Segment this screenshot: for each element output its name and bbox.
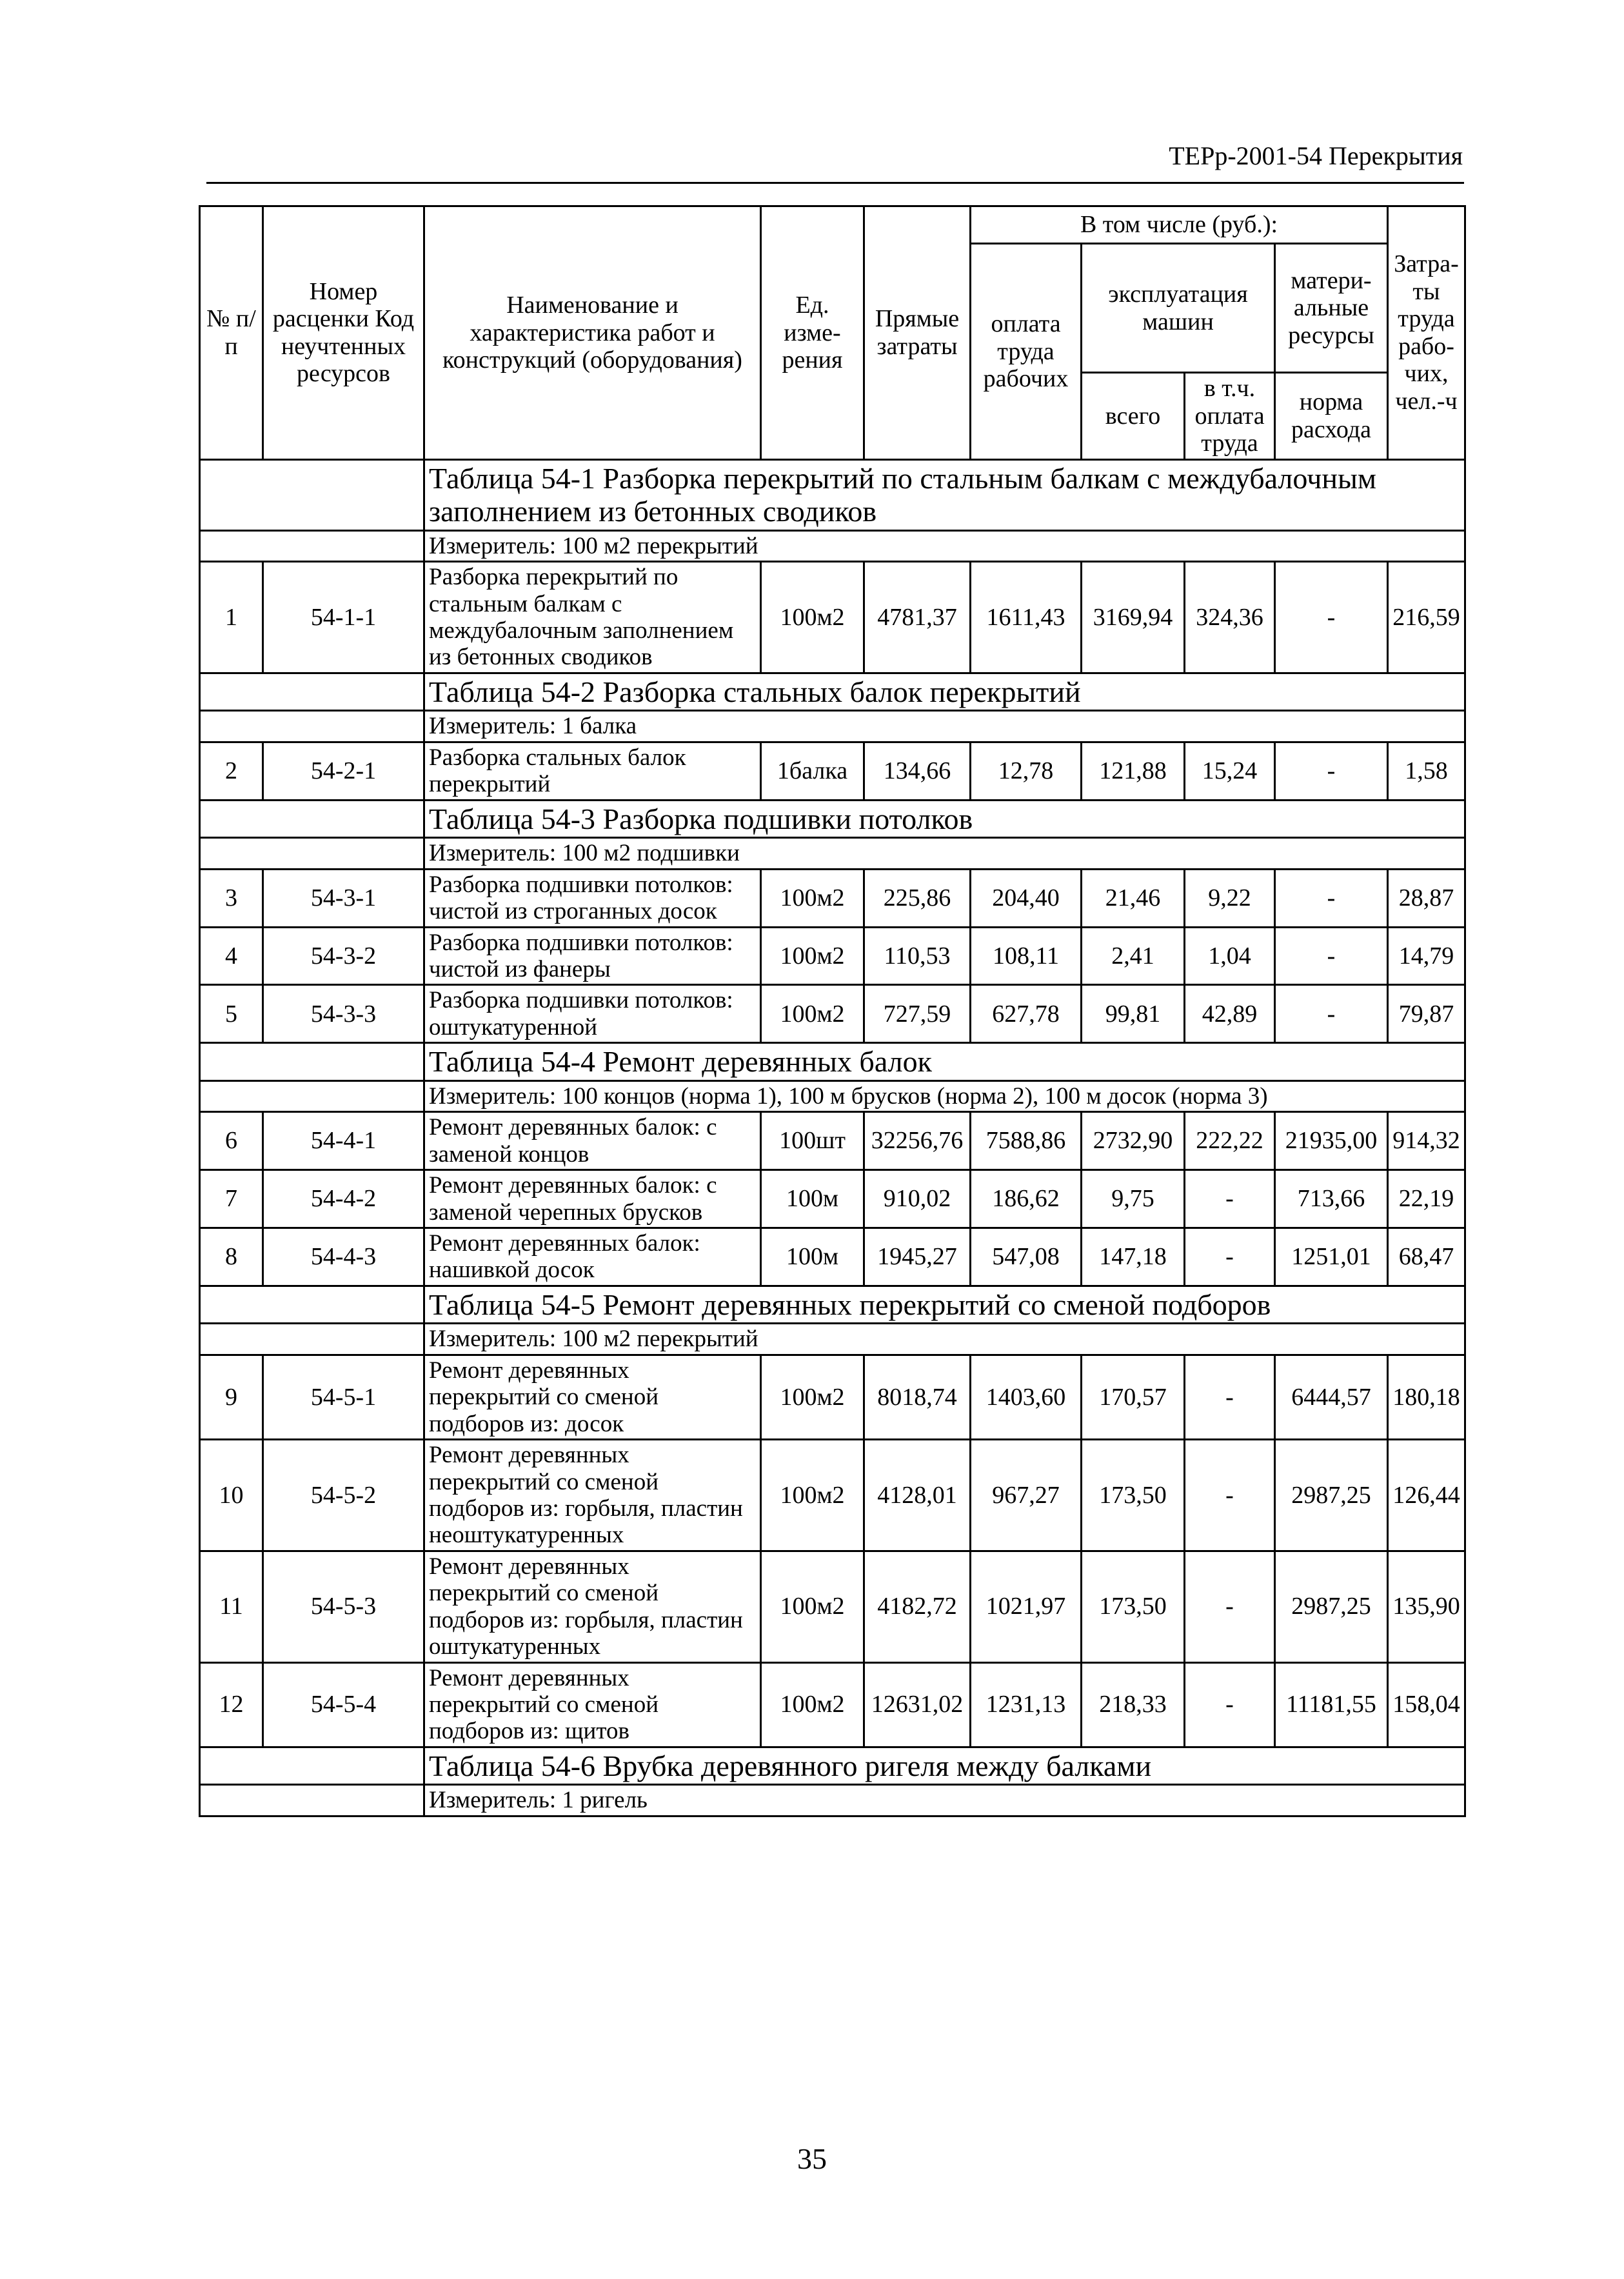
- table-row: [200, 1355, 1465, 1439]
- unit-cell: 100м2: [761, 869, 864, 927]
- rate-code-cell: 54-3-2: [263, 927, 424, 985]
- rate-code-cell: 54-4-1: [263, 1112, 424, 1170]
- row-number-cell: 7: [200, 1170, 263, 1228]
- section-title: Таблица 54-3 Разборка подшивки потолков: [424, 800, 1465, 838]
- running-head: ТЕРр-2001-54 Перекрытия: [1169, 141, 1463, 170]
- rate-code-cell: 54-5-2: [263, 1440, 424, 1551]
- labor-hours-cell: 126,44: [1388, 1440, 1465, 1551]
- direct-costs-cell: 1945,27: [864, 1228, 971, 1286]
- materials-cell: 1251,01: [1275, 1228, 1388, 1286]
- col-header-machines-pay: в т.ч. оплата труда: [1185, 373, 1275, 460]
- work-name-cell: Разборка подшивки потолков: чистой из фанеры: [424, 927, 761, 985]
- table-row: [200, 1112, 1465, 1170]
- empty-cell: [200, 530, 424, 561]
- work-name-cell: Разборка стальных балок перекрытий: [424, 742, 761, 800]
- work-name-cell: Разборка подшивки потолков: чистой из строганных досок: [424, 869, 761, 927]
- work-name-cell: Ремонт деревянных перекрытий со сменой подборов из: щитов: [424, 1662, 761, 1747]
- machines-total-cell: 2,41: [1082, 927, 1185, 985]
- labor-hours-cell: 914,32: [1388, 1112, 1465, 1170]
- section-title: Таблица 54-1 Разборка перекрытий по стальным балкам с междубалочным заполнением из бетонных сводиков: [424, 459, 1465, 530]
- work-name-cell: Ремонт деревянных перекрытий со сменой подборов из: горбыля, пластин неоштукатуренных: [424, 1440, 761, 1551]
- work-name-cell: Ремонт деревянных балок: с заменой черепных брусков: [424, 1170, 761, 1228]
- direct-costs-cell: 110,53: [864, 927, 971, 985]
- machines-total-cell: 99,81: [1082, 985, 1185, 1043]
- row-number-cell: 12: [200, 1662, 263, 1747]
- empty-cell: [200, 838, 424, 869]
- machines-pay-cell: -: [1185, 1170, 1275, 1228]
- unit-cell: 100м2: [761, 927, 864, 985]
- materials-cell: -: [1275, 927, 1388, 985]
- section-title-row: [200, 459, 1465, 530]
- page-number: 35: [797, 2142, 827, 2175]
- materials-cell: -: [1275, 742, 1388, 800]
- labor-hours-cell: 1,58: [1388, 742, 1465, 800]
- machines-total-cell: 173,50: [1082, 1440, 1185, 1551]
- section-title-row: [200, 1286, 1465, 1324]
- labor-hours-cell: 28,87: [1388, 869, 1465, 927]
- header-rule: [206, 182, 1464, 184]
- section-title: Таблица 54-6 Врубка деревянного ригеля между балками: [424, 1747, 1465, 1785]
- machines-pay-cell: -: [1185, 1662, 1275, 1747]
- section-measure: Измеритель: 1 ригель: [424, 1785, 1465, 1816]
- section-measure: Измеритель: 100 концов (норма 1), 100 м брусков (норма 2), 100 м досок (норма 3): [424, 1080, 1465, 1111]
- materials-cell: 6444,57: [1275, 1355, 1388, 1439]
- machines-total-cell: 2732,90: [1082, 1112, 1185, 1170]
- unit-cell: 100м2: [761, 1355, 864, 1439]
- table-row: [200, 1551, 1465, 1662]
- materials-cell: -: [1275, 562, 1388, 673]
- unit-cell: 1балка: [761, 742, 864, 800]
- labor-pay-cell: 204,40: [971, 869, 1082, 927]
- col-header-including: В том числе (руб.):: [971, 206, 1388, 244]
- machines-pay-cell: 9,22: [1185, 869, 1275, 927]
- col-header-machines: эксплуатация машин: [1082, 244, 1275, 373]
- unit-cell: 100м2: [761, 562, 864, 673]
- measure-row: [200, 711, 1465, 742]
- materials-cell: 713,66: [1275, 1170, 1388, 1228]
- table-row: [200, 869, 1465, 927]
- empty-cell: [200, 1286, 424, 1324]
- unit-cell: 100м2: [761, 985, 864, 1043]
- labor-pay-cell: 627,78: [971, 985, 1082, 1043]
- rate-code-cell: 54-1-1: [263, 562, 424, 673]
- labor-pay-cell: 1611,43: [971, 562, 1082, 673]
- col-header-materials-norm: норма расхода: [1275, 373, 1388, 460]
- empty-cell: [200, 1080, 424, 1111]
- col-header-labor-pay: оплата труда рабочих: [971, 244, 1082, 460]
- table-header: [200, 206, 1465, 460]
- labor-hours-cell: 68,47: [1388, 1228, 1465, 1286]
- labor-hours-cell: 180,18: [1388, 1355, 1465, 1439]
- empty-cell: [200, 1324, 424, 1355]
- machines-pay-cell: -: [1185, 1440, 1275, 1551]
- direct-costs-cell: 134,66: [864, 742, 971, 800]
- unit-cell: 100м2: [761, 1551, 864, 1662]
- unit-cell: 100м: [761, 1228, 864, 1286]
- machines-total-cell: 121,88: [1082, 742, 1185, 800]
- direct-costs-cell: 12631,02: [864, 1662, 971, 1747]
- rate-code-cell: 54-2-1: [263, 742, 424, 800]
- machines-total-cell: 218,33: [1082, 1662, 1185, 1747]
- direct-costs-cell: 4128,01: [864, 1440, 971, 1551]
- machines-total-cell: 9,75: [1082, 1170, 1185, 1228]
- machines-total-cell: 170,57: [1082, 1355, 1185, 1439]
- row-number-cell: 10: [200, 1440, 263, 1551]
- row-number-cell: 11: [200, 1551, 263, 1662]
- labor-pay-cell: 1021,97: [971, 1551, 1082, 1662]
- row-number-cell: 1: [200, 562, 263, 673]
- labor-pay-cell: 186,62: [971, 1170, 1082, 1228]
- labor-pay-cell: 1403,60: [971, 1355, 1082, 1439]
- work-name-cell: Ремонт деревянных перекрытий со сменой подборов из: досок: [424, 1355, 761, 1439]
- table-body: [200, 459, 1465, 1816]
- rate-code-cell: 54-5-4: [263, 1662, 424, 1747]
- table-row: [200, 927, 1465, 985]
- table-row: [200, 562, 1465, 673]
- rate-code-cell: 54-4-2: [263, 1170, 424, 1228]
- empty-cell: [200, 1043, 424, 1081]
- table-row: [200, 1228, 1465, 1286]
- direct-costs-cell: 4182,72: [864, 1551, 971, 1662]
- labor-pay-cell: 1231,13: [971, 1662, 1082, 1747]
- materials-cell: 21935,00: [1275, 1112, 1388, 1170]
- col-header-labor: Затра-ты труда рабо-чих, чел.-ч: [1388, 206, 1465, 460]
- machines-pay-cell: -: [1185, 1551, 1275, 1662]
- table-row: [200, 1440, 1465, 1551]
- machines-pay-cell: 324,36: [1185, 562, 1275, 673]
- measure-row: [200, 530, 1465, 561]
- empty-cell: [200, 711, 424, 742]
- section-measure: Измеритель: 100 м2 перекрытий: [424, 1324, 1465, 1355]
- machines-total-cell: 3169,94: [1082, 562, 1185, 673]
- machines-pay-cell: 1,04: [1185, 927, 1275, 985]
- empty-cell: [200, 1785, 424, 1816]
- materials-cell: 11181,55: [1275, 1662, 1388, 1747]
- measure-row: [200, 1785, 1465, 1816]
- row-number-cell: 8: [200, 1228, 263, 1286]
- col-header-unit: Ед. изме-рения: [761, 206, 864, 460]
- section-title: Таблица 54-5 Ремонт деревянных перекрытий со сменой подборов: [424, 1286, 1465, 1324]
- direct-costs-cell: 225,86: [864, 869, 971, 927]
- col-header-direct: Прямые затраты: [864, 206, 971, 460]
- row-number-cell: 4: [200, 927, 263, 985]
- section-title-row: [200, 673, 1465, 711]
- row-number-cell: 2: [200, 742, 263, 800]
- labor-hours-cell: 216,59: [1388, 562, 1465, 673]
- labor-pay-cell: 108,11: [971, 927, 1082, 985]
- direct-costs-cell: 910,02: [864, 1170, 971, 1228]
- row-number-cell: 5: [200, 985, 263, 1043]
- unit-cell: 100шт: [761, 1112, 864, 1170]
- labor-hours-cell: 14,79: [1388, 927, 1465, 985]
- machines-pay-cell: 42,89: [1185, 985, 1275, 1043]
- table-row: [200, 1170, 1465, 1228]
- table-row: [200, 742, 1465, 800]
- labor-hours-cell: 79,87: [1388, 985, 1465, 1043]
- materials-cell: 2987,25: [1275, 1551, 1388, 1662]
- row-number-cell: 6: [200, 1112, 263, 1170]
- section-title: Таблица 54-4 Ремонт деревянных балок: [424, 1043, 1465, 1081]
- section-measure: Измеритель: 100 м2 подшивки: [424, 838, 1465, 869]
- unit-cell: 100м: [761, 1170, 864, 1228]
- materials-cell: 2987,25: [1275, 1440, 1388, 1551]
- unit-cell: 100м2: [761, 1440, 864, 1551]
- measure-row: [200, 838, 1465, 869]
- empty-cell: [200, 673, 424, 711]
- empty-cell: [200, 459, 424, 530]
- materials-cell: -: [1275, 869, 1388, 927]
- work-name-cell: Разборка подшивки потолков: оштукатуренной: [424, 985, 761, 1043]
- machines-pay-cell: -: [1185, 1228, 1275, 1286]
- direct-costs-cell: 727,59: [864, 985, 971, 1043]
- rate-code-cell: 54-3-1: [263, 869, 424, 927]
- col-header-no: № п/п: [200, 206, 263, 460]
- labor-pay-cell: 12,78: [971, 742, 1082, 800]
- section-title-row: [200, 800, 1465, 838]
- col-header-machines-total: всего: [1082, 373, 1185, 460]
- direct-costs-cell: 8018,74: [864, 1355, 971, 1439]
- row-number-cell: 9: [200, 1355, 263, 1439]
- empty-cell: [200, 1747, 424, 1785]
- rate-code-cell: 54-3-3: [263, 985, 424, 1043]
- machines-total-cell: 173,50: [1082, 1551, 1185, 1662]
- work-name-cell: Ремонт деревянных балок: нашивкой досок: [424, 1228, 761, 1286]
- direct-costs-cell: 4781,37: [864, 562, 971, 673]
- section-title-row: [200, 1747, 1465, 1785]
- rates-table: [199, 205, 1466, 1817]
- machines-total-cell: 21,46: [1082, 869, 1185, 927]
- machines-total-cell: 147,18: [1082, 1228, 1185, 1286]
- unit-cell: 100м2: [761, 1662, 864, 1747]
- rate-code-cell: 54-5-1: [263, 1355, 424, 1439]
- col-header-materials: матери-альные ресурсы: [1275, 244, 1388, 373]
- measure-row: [200, 1324, 1465, 1355]
- labor-pay-cell: 547,08: [971, 1228, 1082, 1286]
- machines-pay-cell: -: [1185, 1355, 1275, 1439]
- labor-hours-cell: 158,04: [1388, 1662, 1465, 1747]
- section-measure: Измеритель: 100 м2 перекрытий: [424, 530, 1465, 561]
- work-name-cell: Разборка перекрытий по стальным балкам с междубалочным заполнением из бетонных сводиков: [424, 562, 761, 673]
- machines-pay-cell: 15,24: [1185, 742, 1275, 800]
- work-name-cell: Ремонт деревянных перекрытий со сменой подборов из: горбыля, пластин оштукатуренных: [424, 1551, 761, 1662]
- machines-pay-cell: 222,22: [1185, 1112, 1275, 1170]
- labor-pay-cell: 7588,86: [971, 1112, 1082, 1170]
- section-measure: Измеритель: 1 балка: [424, 711, 1465, 742]
- col-header-name: Наименование и характеристика работ и конструкций (оборудования): [424, 206, 761, 460]
- rate-code-cell: 54-4-3: [263, 1228, 424, 1286]
- rate-code-cell: 54-5-3: [263, 1551, 424, 1662]
- row-number-cell: 3: [200, 869, 263, 927]
- col-header-code: Номер расценки Код неучтенных ресурсов: [263, 206, 424, 460]
- measure-row: [200, 1080, 1465, 1111]
- labor-pay-cell: 967,27: [971, 1440, 1082, 1551]
- materials-cell: -: [1275, 985, 1388, 1043]
- labor-hours-cell: 22,19: [1388, 1170, 1465, 1228]
- section-title: Таблица 54-2 Разборка стальных балок перекрытий: [424, 673, 1465, 711]
- table-row: [200, 985, 1465, 1043]
- section-title-row: [200, 1043, 1465, 1081]
- direct-costs-cell: 32256,76: [864, 1112, 971, 1170]
- labor-hours-cell: 135,90: [1388, 1551, 1465, 1662]
- empty-cell: [200, 800, 424, 838]
- table-row: [200, 1662, 1465, 1747]
- work-name-cell: Ремонт деревянных балок: с заменой концов: [424, 1112, 761, 1170]
